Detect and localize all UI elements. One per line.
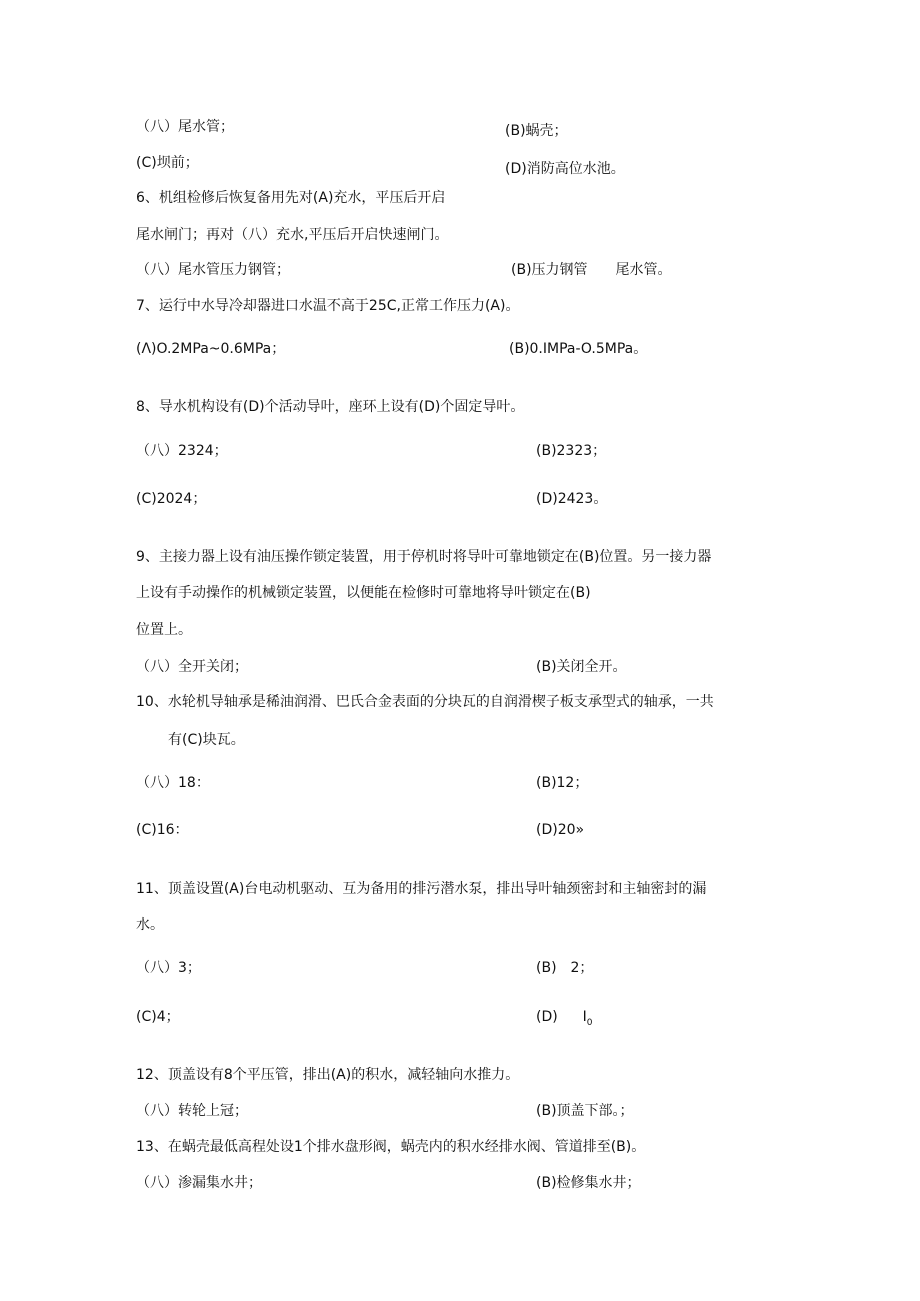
q9-stem-line1: 9、主接力器上设有油压操作锁定装置，用于停机时将导叶可靠地锁定在(B)位置。另一接力器 bbox=[136, 549, 712, 565]
prev-option-a: （八）尾水管； bbox=[136, 119, 234, 135]
q10-option-a: （八）18： bbox=[136, 775, 210, 791]
q8-stem: 8、导水机构设有(D)个活动导叶，座环上设有(D)个固定导叶。 bbox=[136, 399, 525, 415]
q6-stem-line1: 6、机组检修后恢复备用先对(A)充水，平压后开启 bbox=[136, 190, 446, 206]
q10-option-b: (B)12； bbox=[536, 775, 589, 791]
q7-option-b: (B)0.IMPa-O.5MPa。 bbox=[509, 341, 648, 357]
q9-option-a: （八）全开关闭； bbox=[136, 659, 248, 675]
q11-option-b: (B) 2； bbox=[536, 960, 594, 976]
q10-option-c: (C)16： bbox=[136, 822, 189, 838]
q10-option-d: (D)20» bbox=[536, 822, 585, 838]
q6-stem-line2: 尾水闸门；再对（八）充水,平压后开启快速闸门。 bbox=[136, 227, 449, 243]
prev-option-b: (B)蜗壳； bbox=[505, 123, 568, 139]
q13-option-a: （八）渗漏集水井； bbox=[136, 1175, 262, 1191]
q11-option-d bbox=[536, 1009, 593, 1028]
q8-option-b: (B)2323； bbox=[536, 443, 607, 459]
prev-option-c: (C)坝前； bbox=[136, 155, 199, 171]
q11-option-d-value: I bbox=[582, 1009, 587, 1025]
q6-option-b: (B)压力钢管 尾水管。 bbox=[511, 262, 672, 278]
q9-option-b: (B)关闭全开。 bbox=[536, 659, 627, 675]
q11-option-a: （八）3； bbox=[136, 960, 201, 976]
prev-option-d: (D)消防高位水池。 bbox=[505, 161, 625, 177]
q11-option-d-label: (D) bbox=[536, 1009, 558, 1025]
q11-option-c: (C)4； bbox=[136, 1009, 180, 1025]
q11-stem-line2: 水。 bbox=[136, 917, 164, 933]
q7-stem: 7、运行中水导冷却器进口水温不高于25C,正常工作压力(A)。 bbox=[136, 298, 520, 314]
q11-option-d-subscript: 0 bbox=[586, 1018, 593, 1028]
q12-option-a: （八）转轮上冠； bbox=[136, 1103, 248, 1119]
q10-stem-line2: 有(C)块瓦。 bbox=[168, 732, 245, 748]
q12-option-b: (B)顶盖下部。； bbox=[536, 1103, 634, 1119]
q10-stem-line1: 10、水轮机导轴承是稀油润滑、巴氏合金表面的分块瓦的自润滑楔子板支承型式的轴承，一共 bbox=[136, 694, 714, 710]
q8-option-c: (C)2024； bbox=[136, 491, 207, 507]
q7-option-a: (Λ)O.2MPa~0.6MPa； bbox=[136, 341, 286, 357]
q6-option-a: （八）尾水管压力钢管； bbox=[136, 262, 290, 278]
q13-stem: 13、在蜗壳最低高程处设1个排水盘形阀，蜗壳内的积水经排水阀、管道排至(B)。 bbox=[136, 1139, 646, 1155]
q11-stem-line1: 11、顶盖设置(A)台电动机驱动、互为备用的排污潜水泵，排出导叶轴颈密封和主轴密封的漏 bbox=[136, 881, 707, 897]
q8-option-d: (D)2423。 bbox=[536, 491, 608, 507]
q9-stem-line3: 位置上。 bbox=[136, 622, 192, 638]
q8-option-a: （八）2324； bbox=[136, 443, 228, 459]
q13-option-b: (B)检修集水井； bbox=[536, 1175, 641, 1191]
q9-stem-line2: 上设有手动操作的机械锁定装置，以便能在检修时可靠地将导叶锁定在(B) bbox=[136, 585, 591, 601]
q12-stem: 12、顶盖设有8个平压管，排出(A)的积水，减轻轴向水推力。 bbox=[136, 1067, 520, 1083]
